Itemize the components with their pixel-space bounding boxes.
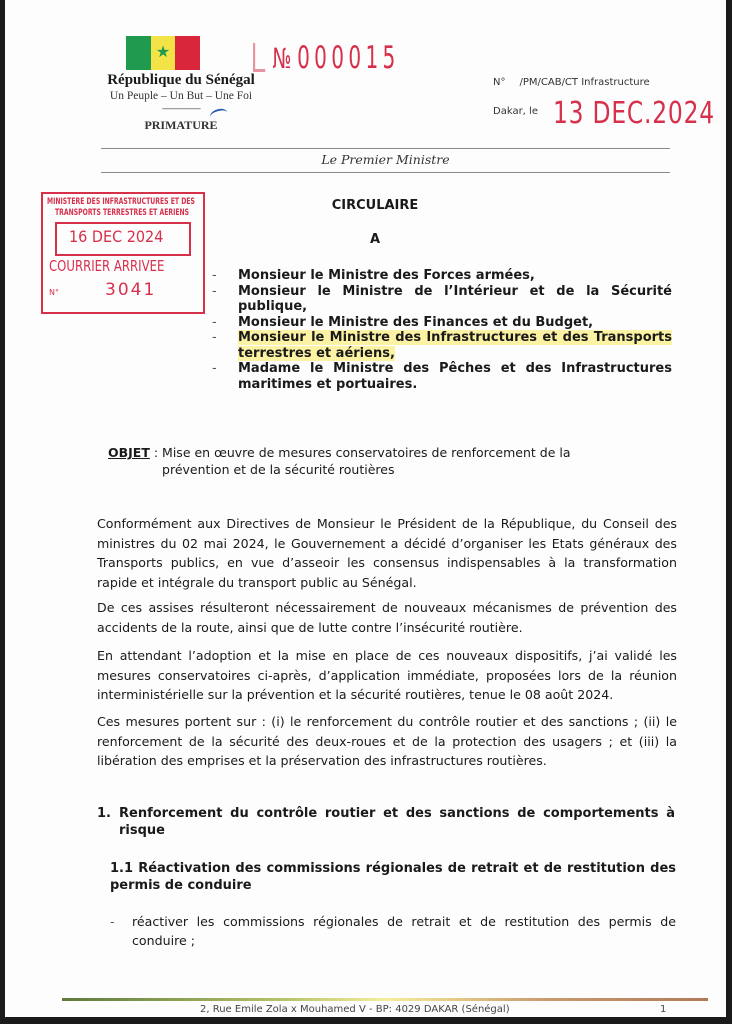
reference-code: /PM/CAB/CT Infrastructure	[519, 77, 650, 88]
reception-number: 3041	[105, 280, 157, 300]
measure-text: réactiver les commissions régionales de retrait et de restitution des permis de conduire ;	[132, 914, 676, 948]
flag-red-band	[175, 36, 200, 70]
divider-bottom	[101, 172, 670, 173]
reception-stamp-line1: MINISTERE DES INFRASTRUCTURES ET DES	[47, 197, 195, 207]
divider-top	[101, 148, 670, 149]
footer-divider	[62, 998, 708, 1001]
bullet-dash: -	[212, 268, 217, 283]
number-stamp	[253, 40, 400, 76]
page-number: 1	[660, 1004, 667, 1015]
national-motto: Un Peuple – Un But – Une Foi	[109, 90, 253, 102]
recipient-item	[212, 315, 672, 331]
subsection-heading: 1.1 Réactivation des commissions régionales de retrait et de restitution des permis de conduire	[110, 861, 676, 893]
object-line: OBJET : Mise en œuvre de mesures conservatoires de renforcement de la prévention et de la sécurité routières	[108, 444, 618, 478]
paragraph-1: Conformément aux Directives de Monsieur le Président de la République, du Conseil des ministres du 02 mai 2024, le Gouvernement a décidé d’organiser les Etats généraux des Transports publics, en vue d’asseoir les consensus indispensables à la transformation rapide et intégrale du transport public au Sénégal.	[97, 516, 677, 590]
header-separator: -----------------	[161, 104, 201, 114]
date-stamp: 13 DEC.2024	[553, 96, 715, 131]
addressee-marker: A	[369, 232, 381, 247]
bullet-dash: -	[212, 283, 217, 299]
flag-green-band	[126, 36, 151, 70]
office-name: PRIMATURE	[144, 118, 218, 132]
object-text: Mise en œuvre de mesures conservatoires de renforcement de la prévention et de la sécurité routières	[162, 445, 571, 477]
reception-label: COURRIER ARRIVEE	[49, 257, 165, 275]
bottom-edge	[0, 1017, 732, 1024]
star-icon: ★	[155, 42, 171, 61]
country-name: République du Sénégal	[107, 72, 255, 88]
recipient-text-highlighted: Monsieur le Ministre des Infrastructures et des Transports terrestres et aériens,	[238, 330, 672, 361]
reception-stamp-line2: TRANSPORTS TERRESTRES ET AERIENS	[55, 208, 190, 218]
recipient-item	[212, 268, 672, 284]
object-label: OBJET	[108, 445, 150, 460]
recipient-text: Madame le Ministre des Pêches et des Infrastructures maritimes et portuaires.	[238, 361, 672, 392]
measure-bullet	[110, 912, 676, 950]
place-label: Dakar, le	[493, 106, 538, 117]
recipient-item-highlighted	[212, 330, 672, 361]
paragraph-2: De ces assises résulteront nécessairement de nouveaux mécanismes de prévention des accidents de la route, ainsi que de lutte contre l’insécurité routière.	[97, 600, 677, 635]
stamp-number: 000015	[297, 40, 400, 76]
reception-stamp	[41, 192, 205, 314]
recipient-text: Monsieur le Ministre des Forces armées,	[238, 268, 535, 283]
bullet-dash: -	[212, 361, 217, 376]
reception-no-label: N°	[49, 288, 59, 297]
flag-yellow-band	[151, 36, 176, 70]
footer-address: 2, Rue Emile Zola x Mouhamed V - BP: 4029 DAKAR (Sénégal)	[200, 1004, 510, 1015]
bullet-dash: -	[212, 330, 217, 345]
bullet-dash: -	[110, 914, 115, 929]
reference-line	[493, 77, 650, 88]
recipient-text: Monsieur le Ministre des Finances et du Budget,	[238, 314, 594, 330]
senegal-flag-icon	[126, 36, 200, 70]
paragraph-4: Ces mesures portent sur : (i) le renforcement du contrôle routier et des sanctions ; (ii) le renforcement de la sécurité des deux-roues et de la protection des usagers ; et (iii) la libération des emprises et la préservation des infrastructures routières.	[97, 714, 677, 768]
recipient-item	[212, 361, 672, 392]
stamp-mark-icon	[253, 43, 265, 72]
recipient-text: Monsieur le Ministre de l’Intérieur et de la Sécurité publique,	[238, 283, 672, 314]
section-title: Renforcement du contrôle routier et des sanctions de comportements à risque	[119, 806, 675, 838]
number-symbol: №	[272, 42, 292, 75]
recipient-list	[212, 268, 672, 392]
paragraph-3: En attendant l’adoption et la mise en place de ces nouveaux dispositifs, j’ai validé les mesures conservatoires ci-après, d’application immédiate, proposées lors de la réunion interministérielle sur la prévention et la sécurité routières, tenue le 08 août 2024.	[97, 648, 677, 702]
document-page	[5, 0, 726, 1017]
document-type: CIRCULAIRE	[331, 198, 419, 213]
signatory-band: Le Premier Ministre	[321, 152, 450, 167]
reference-no-label: N°	[493, 77, 506, 88]
recipient-item	[212, 284, 672, 315]
section-heading	[97, 805, 675, 839]
reception-date: 16 DEC 2024	[69, 227, 164, 246]
section-number: 1.	[97, 806, 111, 821]
bullet-dash: -	[212, 314, 217, 330]
